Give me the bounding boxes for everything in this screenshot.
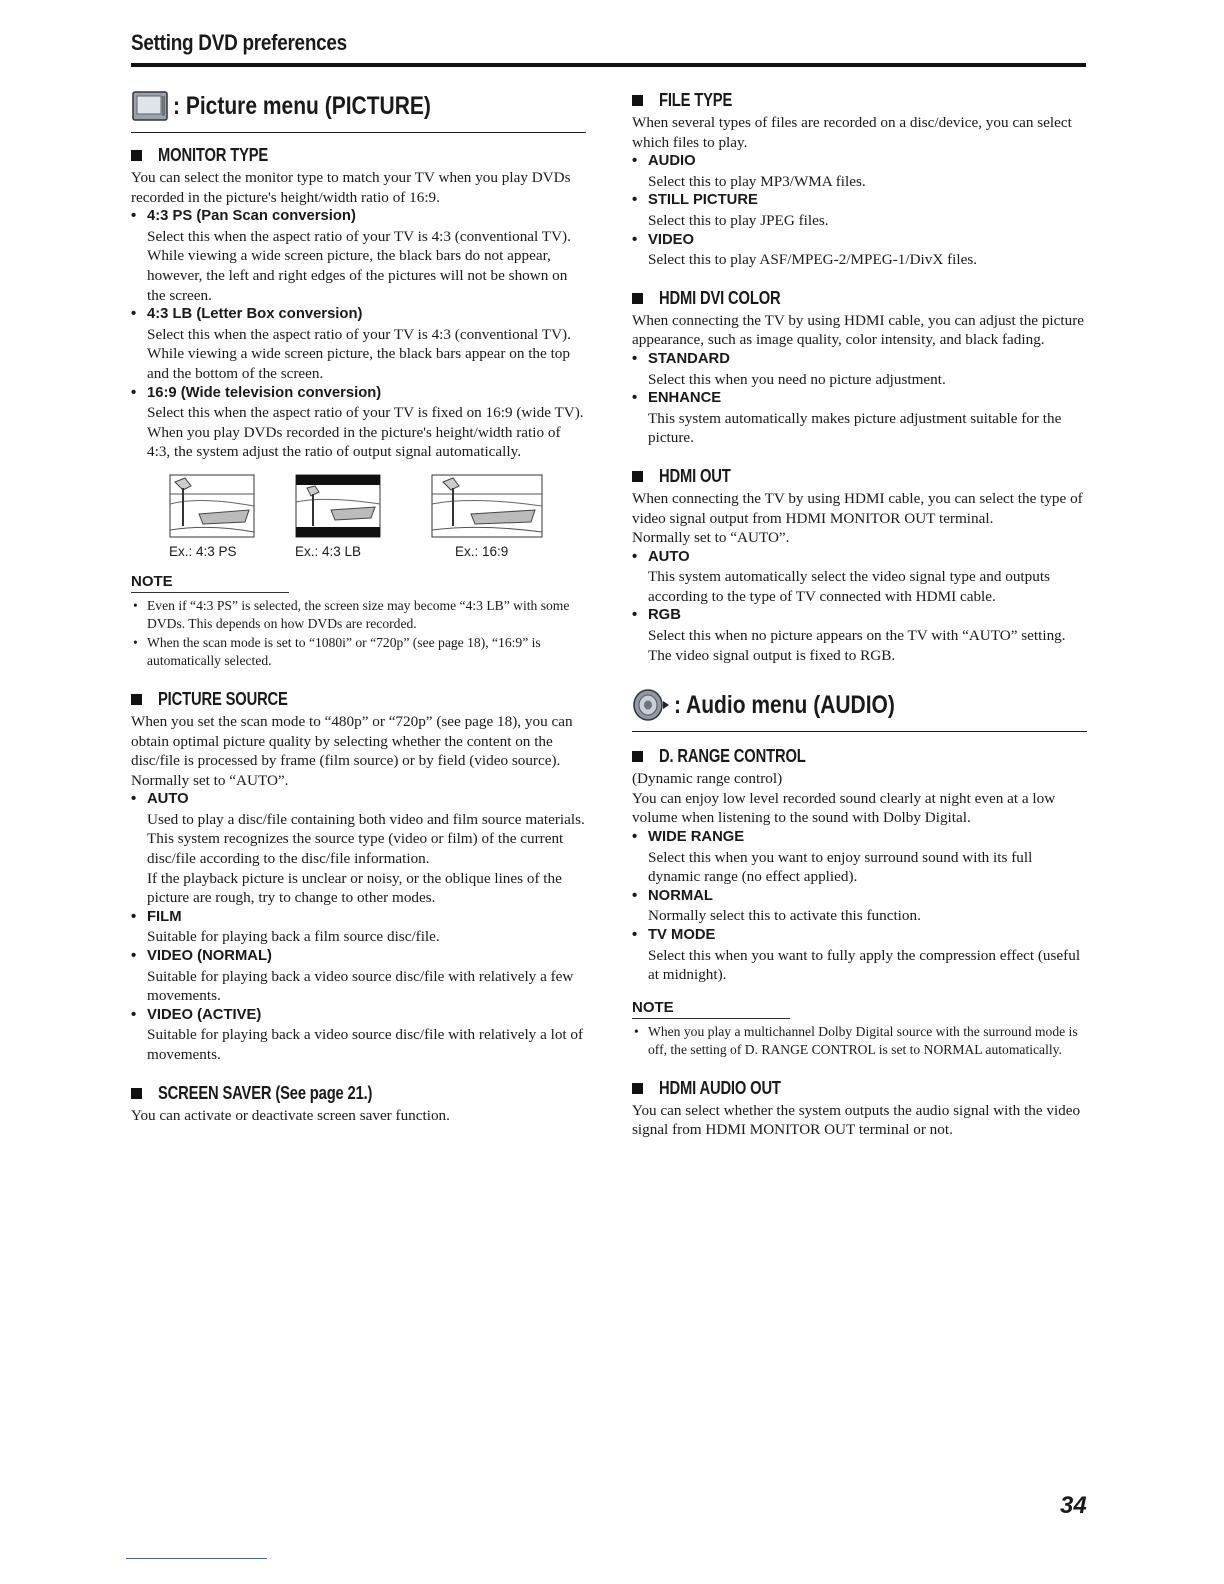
left-column bbox=[131, 84, 586, 1125]
option-label: • TV MODE bbox=[632, 926, 1087, 946]
audio-menu-heading bbox=[632, 683, 1087, 732]
option-label: • STANDARD bbox=[632, 350, 1087, 370]
example-4-3-lb bbox=[295, 474, 381, 559]
page-header-title: Setting DVD preferences bbox=[131, 30, 347, 55]
option-label: • 4:3 PS (Pan Scan conversion) bbox=[131, 207, 586, 227]
ps-example-image bbox=[169, 474, 255, 538]
option-desc: This system automatically makes picture adjustment suitable for the picture. bbox=[648, 409, 1062, 447]
square-bullet-icon bbox=[632, 95, 643, 106]
file-type-heading: FILE TYPE bbox=[632, 90, 1087, 111]
option-desc: Suitable for playing back a video source disc/file with relatively a few movements. bbox=[147, 967, 574, 1005]
picture-menu-heading bbox=[131, 84, 586, 133]
option-desc: Select this when you want to fully apply the compression effect (useful at midnight). bbox=[648, 946, 1081, 984]
page-number: 34 bbox=[1060, 1492, 1087, 1519]
note-item: • When the scan mode is set to “1080i” or “720p” (see page 18), “16:9” is automatically selected. bbox=[131, 634, 586, 671]
audio-menu-title: : Audio menu (AUDIO) bbox=[674, 690, 895, 719]
square-bullet-icon bbox=[131, 150, 142, 161]
hdmi-audio-out-heading: HDMI AUDIO OUT bbox=[632, 1078, 1087, 1099]
option-label: • STILL PICTURE bbox=[632, 191, 1087, 211]
square-bullet-icon bbox=[632, 1083, 643, 1094]
option-label: • AUTO bbox=[131, 790, 586, 810]
option-desc: Suitable for playing back a video source disc/file with relatively a lot of movements. bbox=[147, 1026, 584, 1063]
option-label: • VIDEO bbox=[632, 231, 1087, 251]
option-label: • VIDEO (NORMAL) bbox=[131, 947, 586, 967]
option-desc: Select this to play JPEG files. bbox=[648, 211, 829, 229]
wide-example-image bbox=[431, 474, 543, 538]
option-desc: Used to play a disc/file containing both video and film source materials. bbox=[147, 810, 585, 828]
option-label: • AUTO bbox=[632, 548, 1087, 568]
d-range-intro: You can enjoy low level recorded sound clearly at night even at a low volume when listening to the sound with Dolby Digital. bbox=[632, 789, 1056, 827]
option-label: • 4:3 LB (Letter Box conversion) bbox=[131, 305, 586, 325]
hdmi-out-intro: When connecting the TV by using HDMI cable, you can select the type of video signal output from HDMI MONITOR OUT terminal. bbox=[632, 489, 1083, 527]
picture-menu-title: : Picture menu (PICTURE) bbox=[173, 91, 431, 120]
note-item: • Even if “4:3 PS” is selected, the screen size may become “4:3 LB” with some DVDs. This depends on how DVDs are recorded. bbox=[131, 597, 586, 634]
footer-line bbox=[126, 1558, 267, 1559]
picture-source-intro: When you set the scan mode to “480p” or “720p” (see page 18), you can obtain optimal picture quality by selecting whether the content on the disc/file is processed by frame (film source) or by field (video source). bbox=[131, 712, 573, 770]
hdmi-audio-out-intro: You can select whether the system outputs the audio signal with the video signal from HDMI MONITOR OUT terminal or not. bbox=[632, 1101, 1081, 1139]
header-rule bbox=[131, 63, 1086, 67]
monitor-type-intro: You can select the monitor type to match your TV when you play DVDs recorded in the picture's height/width ratio of 16:9. bbox=[131, 169, 571, 206]
option-label: • AUDIO bbox=[632, 152, 1087, 172]
example-caption: Ex.: 4:3 LB bbox=[295, 543, 362, 559]
note-item: • When you play a multichannel Dolby Digital source with the surround mode is off, the setting of D. RANGE CONTROL is set to NORMAL automatically. bbox=[632, 1023, 1087, 1060]
example-caption: Ex.: 16:9 bbox=[455, 543, 509, 559]
option-desc: Select this when you want to enjoy surround sound with its full dynamic range (no effect applied). bbox=[648, 848, 1033, 886]
square-bullet-icon bbox=[632, 751, 643, 762]
square-bullet-icon bbox=[131, 1088, 142, 1099]
option-desc: Select this when the aspect ratio of your TV is 4:3 (conventional TV). While viewing a wide screen picture, the black bars do not appear, however, the left and right edges of the pictures will not be shown on the screen. bbox=[147, 227, 571, 304]
right-column bbox=[632, 74, 1087, 1140]
option-label: • FILM bbox=[131, 908, 586, 928]
option-desc: Select this when the aspect ratio of your TV is 4:3 (conventional TV). While viewing a wide screen picture, the black bars appear on the top and the bottom of the screen. bbox=[147, 325, 571, 382]
picture-source-normally: Normally set to “AUTO”. bbox=[131, 771, 289, 789]
square-bullet-icon bbox=[632, 293, 643, 304]
hdmi-dvi-color-heading: HDMI DVI COLOR bbox=[632, 288, 1087, 309]
page-header bbox=[131, 30, 1086, 56]
note-title: NOTE bbox=[131, 572, 173, 590]
note-rule bbox=[131, 592, 289, 593]
hdmi-out-normally: Normally set to “AUTO”. bbox=[632, 529, 790, 547]
picture-menu-icon bbox=[131, 88, 171, 124]
option-desc: This system recognizes the source type (video or film) of the current disc/file according to the disc/file information. bbox=[147, 830, 564, 868]
example-4-3-ps bbox=[169, 474, 255, 559]
option-desc: Select this to play ASF/MPEG-2/MPEG-1/DivX files. bbox=[648, 251, 978, 269]
square-bullet-icon bbox=[632, 471, 643, 482]
example-16-9 bbox=[431, 474, 543, 559]
note-rule bbox=[632, 1018, 790, 1019]
option-label: • ENHANCE bbox=[632, 389, 1087, 409]
screen-saver-heading: SCREEN SAVER (See page 21.) bbox=[131, 1083, 586, 1104]
picture-source-heading: PICTURE SOURCE bbox=[131, 689, 586, 710]
option-desc: Select this when the aspect ratio of your TV is fixed on 16:9 (wide TV). bbox=[147, 404, 584, 422]
option-desc: When you play DVDs recorded in the picture's height/width ratio of 4:3, the system adjust the ratio of output signal automatically. bbox=[147, 423, 561, 461]
d-range-heading: D. RANGE CONTROL bbox=[632, 746, 1087, 767]
hdmi-dvi-color-intro: When connecting the TV by using HDMI cable, you can adjust the picture appearance, such as image quality, color intensity, and black fading. bbox=[632, 311, 1084, 349]
square-bullet-icon bbox=[131, 694, 142, 705]
option-label: • WIDE RANGE bbox=[632, 828, 1087, 848]
option-desc: Select this when you need no picture adjustment. bbox=[648, 370, 946, 388]
note-title: NOTE bbox=[632, 998, 674, 1016]
option-desc: Suitable for playing back a film source disc/file. bbox=[147, 928, 440, 946]
aspect-examples bbox=[169, 474, 586, 559]
option-desc: If the playback picture is unclear or noisy, or the oblique lines of the picture are rough, try to change to other modes. bbox=[147, 869, 562, 907]
option-label: • VIDEO (ACTIVE) bbox=[131, 1006, 586, 1026]
option-label: • NORMAL bbox=[632, 887, 1087, 907]
hdmi-out-heading: HDMI OUT bbox=[632, 466, 1087, 487]
example-caption: Ex.: 4:3 PS bbox=[169, 543, 237, 559]
option-label: • 16:9 (Wide television conversion) bbox=[131, 384, 586, 404]
monitor-type-heading: MONITOR TYPE bbox=[131, 145, 586, 166]
lb-example-image bbox=[295, 474, 381, 538]
option-desc: Select this when no picture appears on the TV with “AUTO” setting. The video signal output is fixed to RGB. bbox=[648, 627, 1066, 664]
option-desc: Select this to play MP3/WMA files. bbox=[648, 172, 866, 190]
speaker-icon bbox=[632, 687, 672, 723]
option-desc: Normally select this to activate this function. bbox=[648, 907, 921, 925]
file-type-intro: When several types of files are recorded on a disc/device, you can select which files to play. bbox=[632, 114, 1072, 151]
screen-saver-intro: You can activate or deactivate screen saver function. bbox=[131, 1106, 450, 1124]
option-label: • RGB bbox=[632, 606, 1087, 626]
d-range-sub: (Dynamic range control) bbox=[632, 770, 783, 788]
option-desc: This system automatically select the video signal type and outputs according to the type of TV connected with HDMI cable. bbox=[648, 568, 1050, 605]
